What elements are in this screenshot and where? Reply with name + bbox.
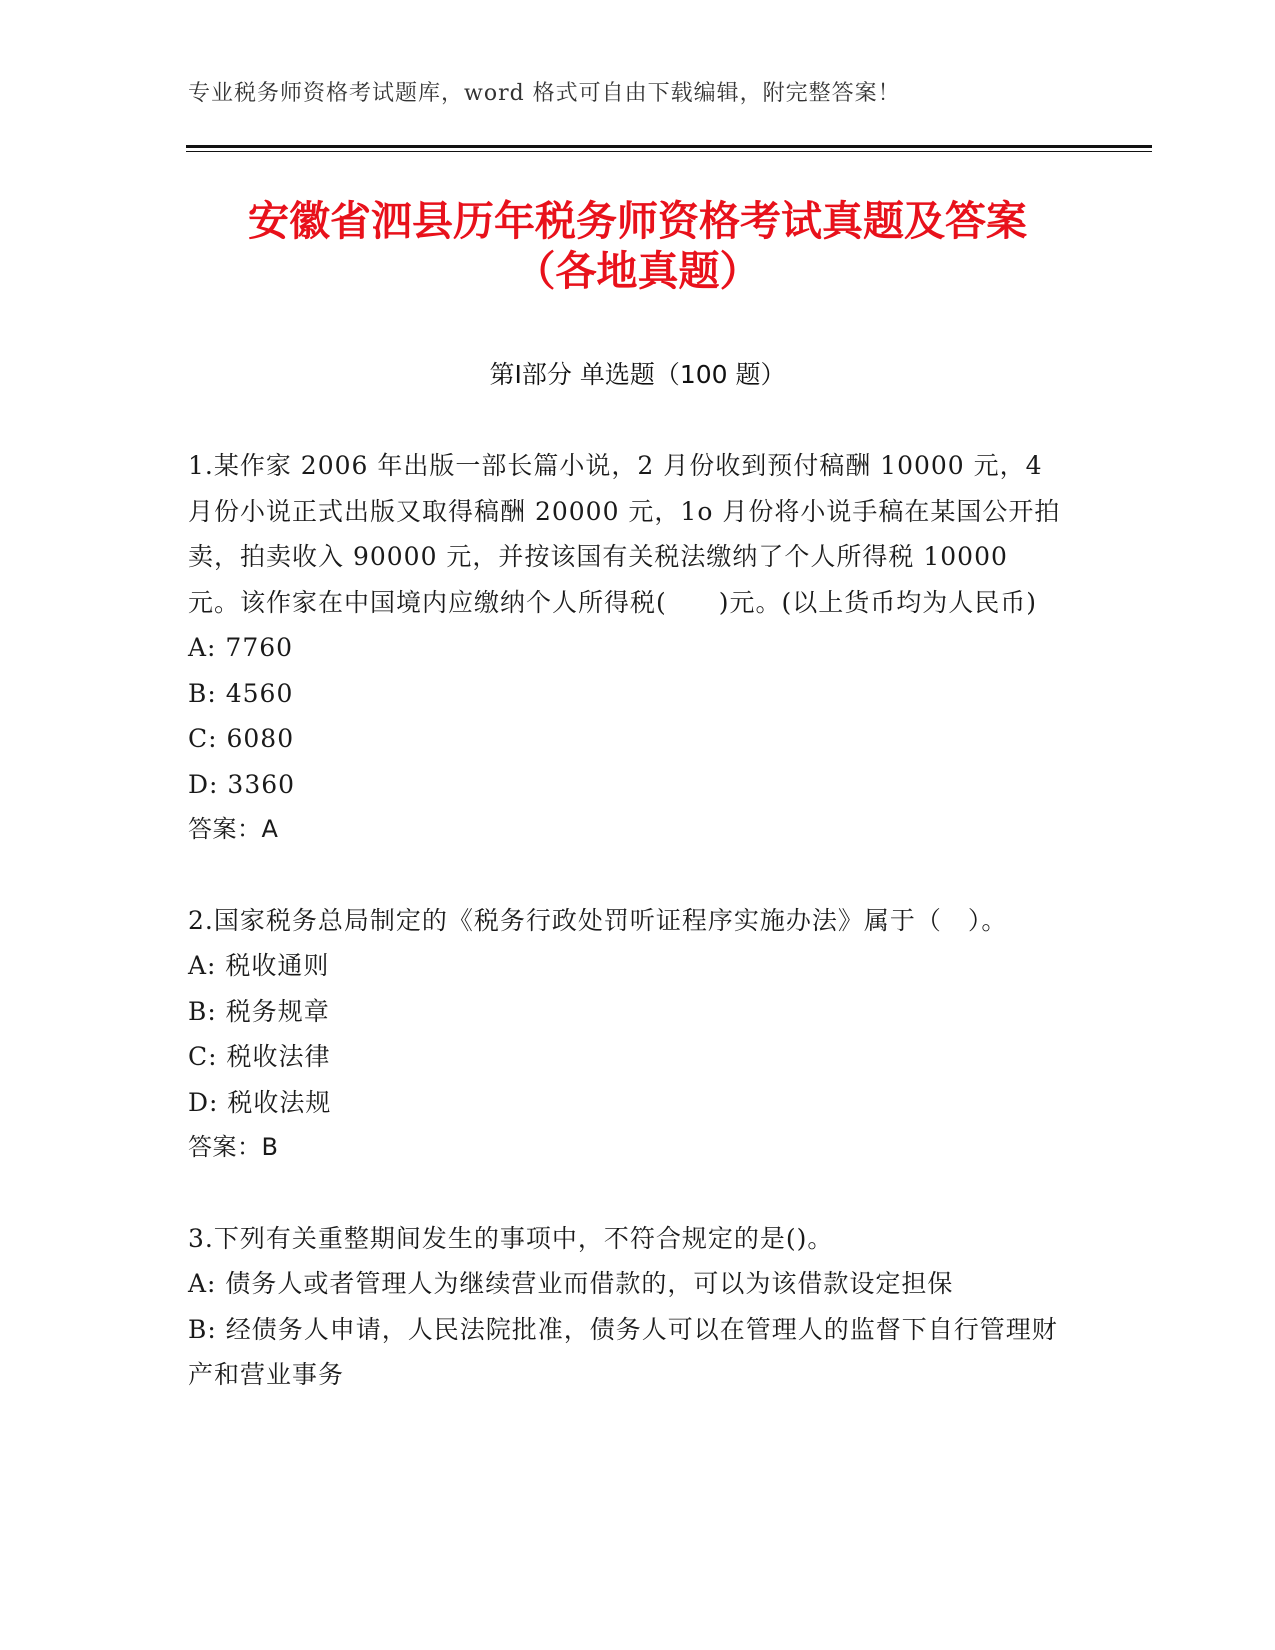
header-rule [186,145,1152,148]
option-c: C: 税收法律 [188,1042,331,1071]
option-b: B: 经债务人申请，人民法院批准，债务人可以在管理人的监督下自行管理财产和营业事务 [188,1314,1058,1389]
question-stem: 2.国家税务总局制定的《税务行政处罚听证程序实施办法》属于（ ）。 [188,905,1008,935]
answer: 答案：A [188,815,279,843]
header-rule-thin [186,151,1152,152]
option-b: B: 税务规章 [188,996,330,1026]
header-note: 专业税务师资格考试题库，word 格式可自由下载编辑，附完整答案！ [188,81,901,106]
answer: 答案：B [188,1133,279,1161]
question-stem: 1.某作家 2006 年出版一部长篇小说，2 月份收到预付稿酬 10000 元，4 月份小说正式出版又取得稿酬 20000 元，1o 月份将小说手稿在某国公开拍卖，拍卖收入 90000 元，并按该国有关税法缴纳了个人所得税 10000 元。该作家在中国境内应缴纳个人所得税( )元。(以上货币均为人民币) [188,451,1061,617]
question-2 [188,898,1068,1171]
question-list [188,443,1068,1443]
option-d: D: 税收法规 [188,1087,332,1117]
option-d: D: 3360 [188,769,296,799]
question-stem: 3.下列有关重整期间发生的事项中，不符合规定的是()。 [188,1223,834,1253]
option-b: B: 4560 [188,678,294,708]
option-a: A: 税收通则 [188,951,330,980]
question-1 [188,443,1068,853]
option-a: A: 7760 [188,633,294,662]
question-3 [188,1216,1068,1398]
title-line-2: （各地真题） [514,247,761,295]
document-title [140,196,1135,296]
section-heading: 第Ⅰ部分 单选题（100 题） [489,360,786,389]
option-c: C: 6080 [188,724,295,753]
title-line-1: 安徽省泗县历年税务师资格考试真题及答案 [248,197,1027,245]
option-a: A: 债务人或者管理人为继续营业而借款的，可以为该借款设定担保 [188,1269,954,1298]
